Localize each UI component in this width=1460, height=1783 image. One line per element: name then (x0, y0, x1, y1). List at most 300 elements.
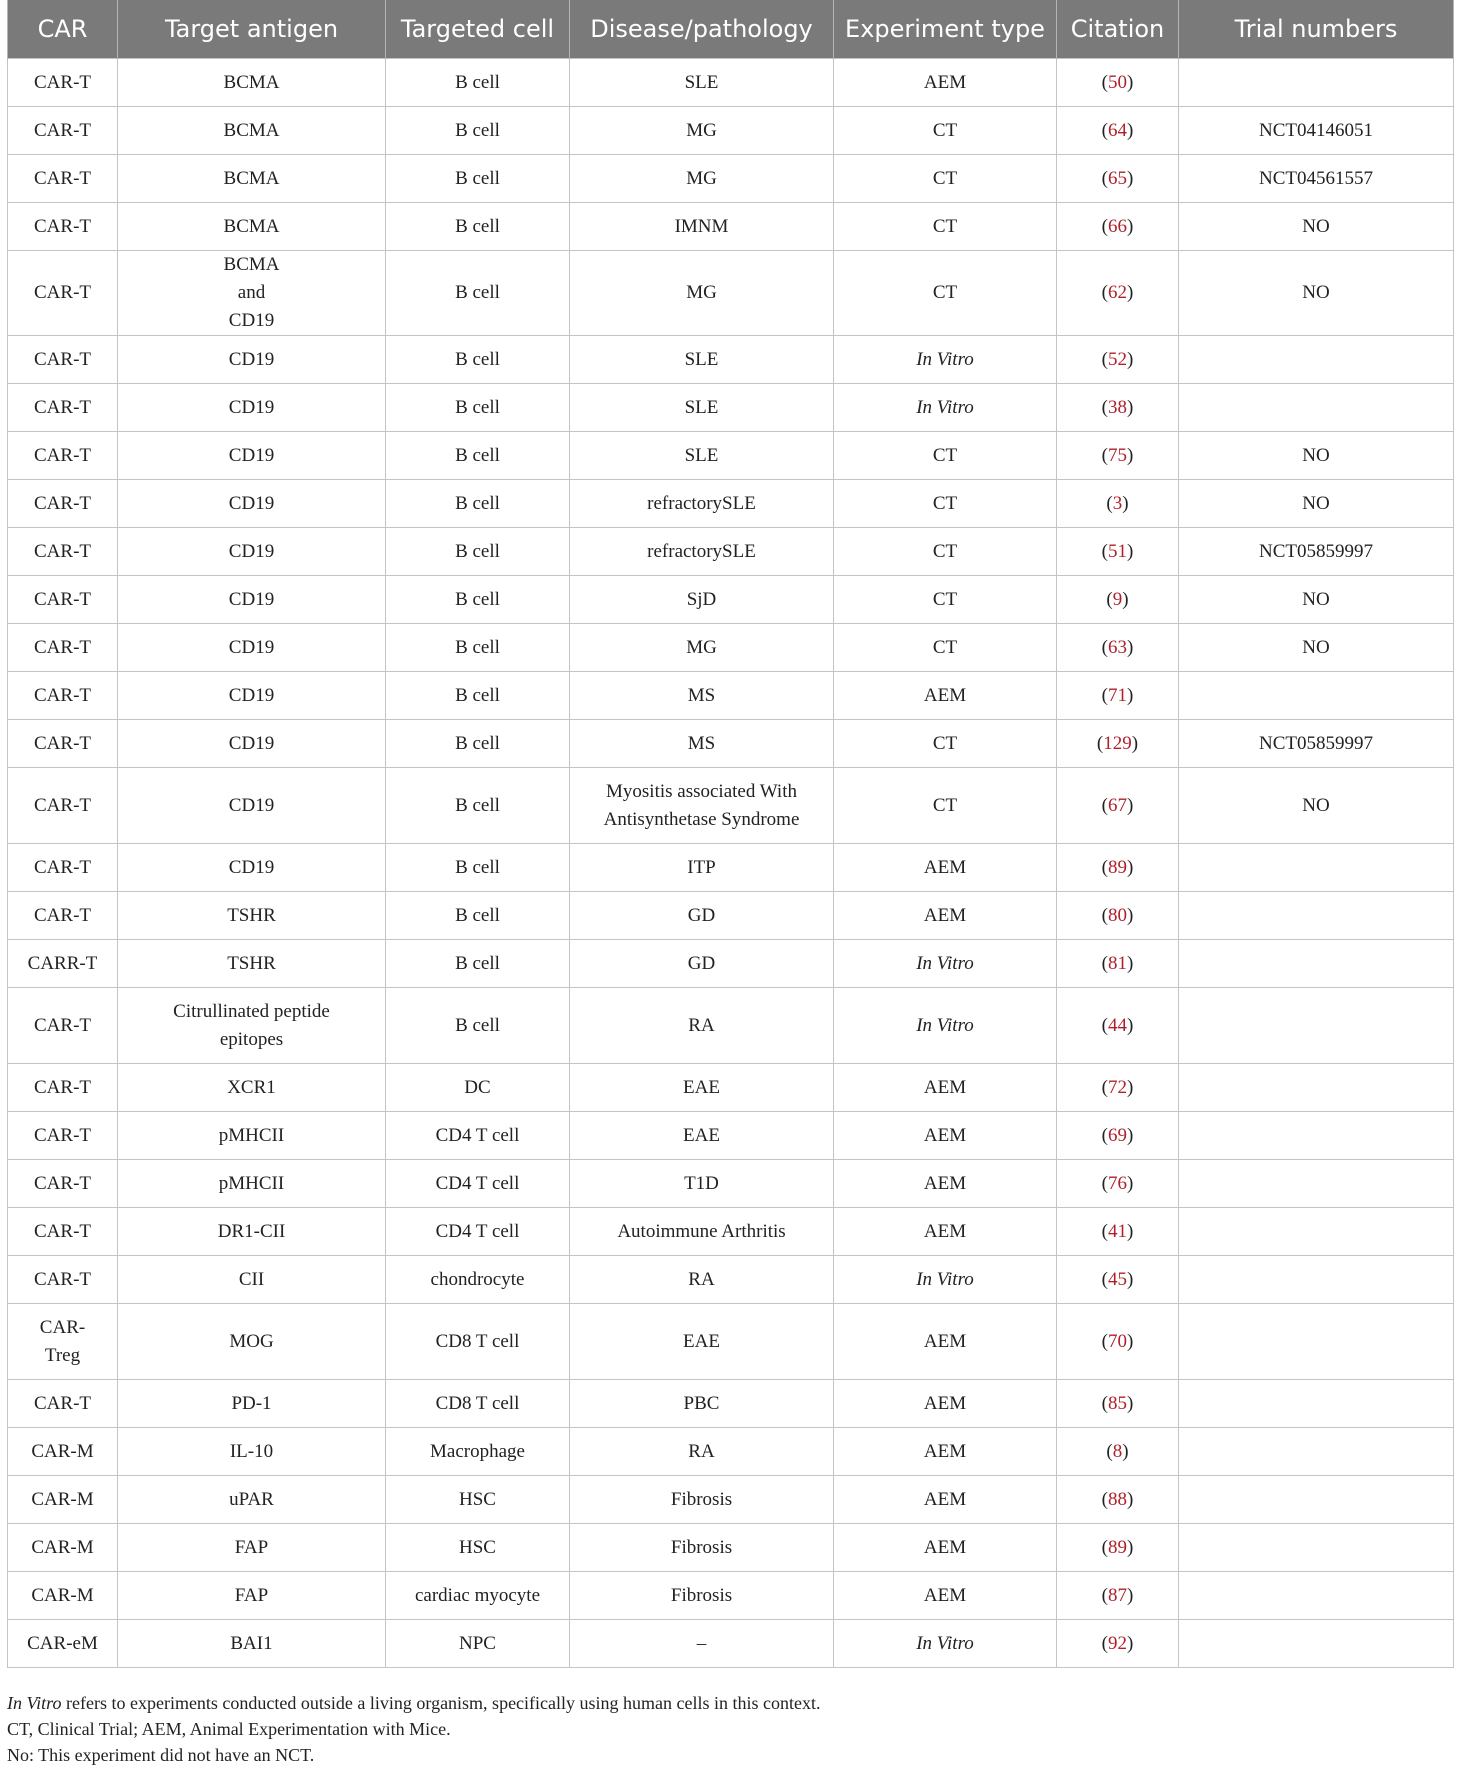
cell-experiment-type: CT (834, 155, 1057, 203)
citation-link[interactable]: 67 (1108, 794, 1127, 816)
cell-target-antigen: CD19 (118, 624, 386, 672)
cell-targeted-cell: B cell (386, 720, 570, 768)
cell-disease: – (570, 1620, 834, 1668)
cell-experiment-type: AEM (834, 1476, 1057, 1524)
cell-targeted-cell: NPC (386, 1620, 570, 1668)
citation-link[interactable]: 63 (1108, 636, 1127, 658)
citation-link[interactable]: 92 (1108, 1632, 1127, 1654)
cell-line: and (237, 282, 266, 303)
cell-targeted-cell: B cell (386, 624, 570, 672)
cell-citation[interactable]: (76) (1057, 1160, 1179, 1208)
cell-disease: MG (570, 624, 834, 672)
citation-link[interactable]: 88 (1108, 1488, 1127, 1510)
cell-line: epitopes (219, 1028, 284, 1050)
cell-trial-number (1179, 384, 1454, 432)
cell-citation[interactable]: (65) (1057, 155, 1179, 203)
table-row (8, 528, 1454, 576)
cell-citation[interactable]: (62) (1057, 251, 1179, 336)
cell-experiment-type: AEM (834, 1160, 1057, 1208)
citation-link[interactable]: 89 (1108, 856, 1127, 878)
cell-car: CAR-M (8, 1572, 118, 1620)
header-trial-numbers: Trial numbers (1179, 0, 1454, 59)
cell-disease: EAE (570, 1304, 834, 1380)
cell-experiment-type: AEM (834, 1572, 1057, 1620)
cell-citation[interactable]: (38) (1057, 384, 1179, 432)
cell-car: CAR-M (8, 1428, 118, 1476)
cell-trial-number: NO (1179, 624, 1454, 672)
cell-car: CAR-T (8, 155, 118, 203)
header-row (8, 0, 1454, 59)
header-target-antigen: Target antigen (118, 0, 386, 59)
citation-link[interactable]: 81 (1108, 952, 1127, 974)
cell-experiment-type: AEM (834, 672, 1057, 720)
cell-targeted-cell: B cell (386, 384, 570, 432)
citation-link[interactable]: 51 (1108, 540, 1127, 562)
header-experiment-type: Experiment type (834, 0, 1057, 59)
table-footnotes (7, 1690, 1453, 1768)
cell-disease: SLE (570, 384, 834, 432)
cell-target-antigen: uPAR (118, 1476, 386, 1524)
cell-trial-number: NO (1179, 432, 1454, 480)
cell-citation[interactable]: (50) (1057, 59, 1179, 107)
cell-targeted-cell: B cell (386, 576, 570, 624)
citation-link[interactable]: 45 (1108, 1268, 1127, 1290)
cell-experiment-type: CT (834, 576, 1057, 624)
citation-link[interactable]: 44 (1108, 1014, 1127, 1036)
cell-targeted-cell: B cell (386, 480, 570, 528)
citation-link[interactable]: 71 (1108, 684, 1127, 706)
citation-link[interactable]: 85 (1108, 1392, 1127, 1414)
cell-citation[interactable]: (64) (1057, 107, 1179, 155)
cell-citation[interactable]: (45) (1057, 1256, 1179, 1304)
cell-trial-number (1179, 59, 1454, 107)
cell-target-antigen: FAP (118, 1572, 386, 1620)
cell-car: CAR-T (8, 576, 118, 624)
header-targeted-cell: Targeted cell (386, 0, 570, 59)
cell-targeted-cell: B cell (386, 155, 570, 203)
citation-link[interactable]: 129 (1103, 732, 1132, 754)
cell-experiment-type: CT (834, 107, 1057, 155)
cell-car: CAR-T (8, 988, 118, 1064)
citation-link[interactable]: 3 (1112, 492, 1123, 514)
cell-disease: RA (570, 1428, 834, 1476)
cell-disease: IMNM (570, 203, 834, 251)
table-row (8, 203, 1454, 251)
citation-link[interactable]: 76 (1108, 1172, 1127, 1194)
cell-trial-number (1179, 1380, 1454, 1428)
cell-car: CAR-T (8, 1208, 118, 1256)
table-row (8, 59, 1454, 107)
cell-car: CAR-T (8, 203, 118, 251)
cell-targeted-cell: B cell (386, 336, 570, 384)
cell-experiment-type: In Vitro (834, 1620, 1057, 1668)
cell-experiment-type: AEM (834, 844, 1057, 892)
cell-experiment-type: AEM (834, 1208, 1057, 1256)
cell-disease: ITP (570, 844, 834, 892)
cell-car: CAR-T (8, 59, 118, 107)
table-row (8, 624, 1454, 672)
cell-citation[interactable]: (70) (1057, 1304, 1179, 1380)
cell-disease: Fibrosis (570, 1524, 834, 1572)
citation-link[interactable]: 38 (1108, 396, 1127, 418)
table-row (8, 844, 1454, 892)
table-row (8, 251, 1454, 336)
cell-trial-number (1179, 1064, 1454, 1112)
cell-line: BCMA (223, 254, 280, 275)
cell-experiment-type: AEM (834, 1428, 1057, 1476)
table-row (8, 768, 1454, 844)
cell-experiment-type: CT (834, 480, 1057, 528)
cell-car: CAR-T (8, 1112, 118, 1160)
table-row (8, 384, 1454, 432)
cell-car: CAR-T (8, 672, 118, 720)
cell-targeted-cell: HSC (386, 1524, 570, 1572)
cell-target-antigen (118, 988, 386, 1064)
cell-targeted-cell: B cell (386, 432, 570, 480)
cell-trial-number: NCT05859997 (1179, 720, 1454, 768)
cell-car: CAR-T (8, 432, 118, 480)
cell-citation[interactable]: (9) (1057, 576, 1179, 624)
cell-line: CD19 (228, 310, 275, 331)
cell-car: CAR-T (8, 768, 118, 844)
cell-car: CAR-M (8, 1524, 118, 1572)
cell-car: CARR-T (8, 940, 118, 988)
cell-disease: PBC (570, 1380, 834, 1428)
cell-citation[interactable]: (89) (1057, 844, 1179, 892)
cell-target-antigen: BCMA (118, 203, 386, 251)
cell-trial-number (1179, 1572, 1454, 1620)
cell-car: CAR-T (8, 528, 118, 576)
cell-targeted-cell: chondrocyte (386, 1256, 570, 1304)
cell-target-antigen: BAI1 (118, 1620, 386, 1668)
cell-disease: Fibrosis (570, 1572, 834, 1620)
cell-target-antigen: CD19 (118, 480, 386, 528)
table-row (8, 1304, 1454, 1380)
footnote-in-vitro-term: In Vitro (7, 1693, 62, 1713)
footnote-no: No: This experiment did not have an NCT. (7, 1745, 315, 1765)
cell-disease: SLE (570, 59, 834, 107)
cell-targeted-cell: B cell (386, 892, 570, 940)
cell-trial-number: NO (1179, 576, 1454, 624)
cell-citation[interactable]: (63) (1057, 624, 1179, 672)
cell-car: CAR-T (8, 251, 118, 336)
cell-car: CAR-T (8, 892, 118, 940)
cell-citation[interactable]: (67) (1057, 768, 1179, 844)
cell-target-antigen: XCR1 (118, 1064, 386, 1112)
cell-target-antigen: BCMA (118, 59, 386, 107)
citation-link[interactable]: 70 (1108, 1330, 1127, 1352)
cell-experiment-type: AEM (834, 892, 1057, 940)
cell-targeted-cell: B cell (386, 107, 570, 155)
cell-target-antigen: CD19 (118, 528, 386, 576)
cell-targeted-cell: CD4 T cell (386, 1112, 570, 1160)
footnote-abbreviations: CT, Clinical Trial; AEM, Animal Experimentation with Mice. (7, 1719, 451, 1739)
cell-trial-number (1179, 1112, 1454, 1160)
table-row (8, 1476, 1454, 1524)
cell-targeted-cell: B cell (386, 940, 570, 988)
cell-targeted-cell: B cell (386, 672, 570, 720)
cell-line: Antisynthetase Syndrome (603, 808, 800, 830)
cell-disease: refractorySLE (570, 480, 834, 528)
cell-car: CAR-M (8, 1476, 118, 1524)
cell-trial-number (1179, 1620, 1454, 1668)
cell-trial-number (1179, 844, 1454, 892)
table-row (8, 1380, 1454, 1428)
citation-link[interactable]: 66 (1108, 215, 1127, 237)
cell-citation[interactable]: (92) (1057, 1620, 1179, 1668)
cell-targeted-cell: Macrophage (386, 1428, 570, 1476)
table-row (8, 1256, 1454, 1304)
cell-citation[interactable]: (44) (1057, 988, 1179, 1064)
cell-citation[interactable]: (80) (1057, 892, 1179, 940)
cell-target-antigen: CII (118, 1256, 386, 1304)
cell-disease: MG (570, 107, 834, 155)
cell-target-antigen: CD19 (118, 720, 386, 768)
citation-link[interactable]: 87 (1108, 1584, 1127, 1606)
cell-experiment-type: CT (834, 720, 1057, 768)
table-body (8, 59, 1454, 1668)
cell-experiment-type: CT (834, 528, 1057, 576)
cell-target-antigen: IL-10 (118, 1428, 386, 1476)
citation-link[interactable]: 89 (1108, 1536, 1127, 1558)
cell-citation[interactable]: (81) (1057, 940, 1179, 988)
cell-experiment-type: AEM (834, 59, 1057, 107)
cell-experiment-type: AEM (834, 1304, 1057, 1380)
cell-citation[interactable]: (51) (1057, 528, 1179, 576)
cell-target-antigen: BCMA (118, 107, 386, 155)
cell-targeted-cell: B cell (386, 528, 570, 576)
cell-targeted-cell: B cell (386, 844, 570, 892)
cell-disease: T1D (570, 1160, 834, 1208)
cell-target-antigen: CD19 (118, 576, 386, 624)
cell-trial-number (1179, 672, 1454, 720)
cell-experiment-type: In Vitro (834, 940, 1057, 988)
table-row (8, 432, 1454, 480)
cell-target-antigen: CD19 (118, 336, 386, 384)
cell-trial-number: NO (1179, 203, 1454, 251)
cell-trial-number: NCT04561557 (1179, 155, 1454, 203)
cell-trial-number: NO (1179, 480, 1454, 528)
cell-experiment-type: CT (834, 203, 1057, 251)
cell-target-antigen: FAP (118, 1524, 386, 1572)
cell-targeted-cell: cardiac myocyte (386, 1572, 570, 1620)
cell-disease: SjD (570, 576, 834, 624)
cell-target-antigen: CD19 (118, 432, 386, 480)
cell-disease: MG (570, 251, 834, 336)
table-row (8, 1064, 1454, 1112)
cell-car: CAR-T (8, 107, 118, 155)
header-citation: Citation (1057, 0, 1179, 59)
footnote-in-vitro-text: refers to experiments conducted outside a living organism, specifically using human cells in this context. (61, 1693, 821, 1713)
cell-car: CAR-T (8, 384, 118, 432)
cell-trial-number: NCT05859997 (1179, 528, 1454, 576)
cell-trial-number (1179, 988, 1454, 1064)
citation-link[interactable]: 72 (1108, 1076, 1127, 1098)
cell-target-antigen: CD19 (118, 672, 386, 720)
cell-car: CAR-T (8, 1160, 118, 1208)
cell-line: CAR- (39, 1316, 86, 1338)
cell-citation[interactable]: (41) (1057, 1208, 1179, 1256)
cell-targeted-cell: CD4 T cell (386, 1208, 570, 1256)
cell-disease: refractorySLE (570, 528, 834, 576)
citation-link[interactable]: 50 (1108, 71, 1127, 93)
cell-targeted-cell: CD4 T cell (386, 1160, 570, 1208)
cell-trial-number (1179, 940, 1454, 988)
cell-citation[interactable]: (89) (1057, 1524, 1179, 1572)
cell-target-antigen (118, 251, 386, 336)
cell-citation[interactable]: (85) (1057, 1380, 1179, 1428)
cell-target-antigen: CD19 (118, 844, 386, 892)
cell-target-antigen: pMHCII (118, 1112, 386, 1160)
cell-car: CAR-T (8, 1256, 118, 1304)
cell-trial-number: NCT04146051 (1179, 107, 1454, 155)
cell-trial-number (1179, 1256, 1454, 1304)
cell-line: Citrullinated peptide (173, 1000, 330, 1022)
citation-link[interactable]: 52 (1108, 348, 1127, 370)
cell-target-antigen: TSHR (118, 892, 386, 940)
cell-car: CAR-T (8, 336, 118, 384)
cell-targeted-cell: DC (386, 1064, 570, 1112)
citation-link[interactable]: 8 (1112, 1440, 1123, 1462)
table-row (8, 988, 1454, 1064)
cell-target-antigen: pMHCII (118, 1160, 386, 1208)
cell-car (8, 1304, 118, 1380)
cell-target-antigen: BCMA (118, 155, 386, 203)
cell-citation[interactable]: (71) (1057, 672, 1179, 720)
car-table (7, 0, 1454, 1668)
cell-disease: RA (570, 1256, 834, 1304)
cell-line: Myositis associated With (606, 780, 797, 802)
citation-link[interactable]: 41 (1108, 1220, 1127, 1242)
cell-citation[interactable]: (3) (1057, 480, 1179, 528)
cell-disease: MG (570, 155, 834, 203)
cell-experiment-type: CT (834, 251, 1057, 336)
cell-trial-number (1179, 1524, 1454, 1572)
table-row (8, 1620, 1454, 1668)
cell-targeted-cell: B cell (386, 768, 570, 844)
table-row (8, 720, 1454, 768)
cell-targeted-cell: CD8 T cell (386, 1304, 570, 1380)
cell-targeted-cell: CD8 T cell (386, 1380, 570, 1428)
cell-disease: EAE (570, 1112, 834, 1160)
cell-targeted-cell: B cell (386, 988, 570, 1064)
cell-experiment-type: In Vitro (834, 1256, 1057, 1304)
cell-car: CAR-T (8, 624, 118, 672)
table-row (8, 1208, 1454, 1256)
cell-target-antigen: TSHR (118, 940, 386, 988)
table-row (8, 1524, 1454, 1572)
cell-car: CAR-eM (8, 1620, 118, 1668)
cell-trial-number (1179, 1208, 1454, 1256)
cell-target-antigen: MOG (118, 1304, 386, 1380)
cell-citation[interactable]: (8) (1057, 1428, 1179, 1476)
cell-disease: MS (570, 720, 834, 768)
cell-disease: MS (570, 672, 834, 720)
header-car: CAR (8, 0, 118, 59)
citation-link[interactable]: 64 (1108, 119, 1127, 141)
cell-experiment-type: AEM (834, 1524, 1057, 1572)
citation-link[interactable]: 75 (1108, 444, 1127, 466)
cell-trial-number (1179, 1428, 1454, 1476)
table-row (8, 1112, 1454, 1160)
cell-experiment-type: In Vitro (834, 988, 1057, 1064)
cell-targeted-cell: B cell (386, 59, 570, 107)
citation-link[interactable]: 69 (1108, 1124, 1127, 1146)
cell-citation[interactable]: (72) (1057, 1064, 1179, 1112)
table-row (8, 672, 1454, 720)
cell-disease: RA (570, 988, 834, 1064)
table-row (8, 940, 1454, 988)
cell-disease (570, 768, 834, 844)
cell-target-antigen: CD19 (118, 384, 386, 432)
cell-target-antigen: CD19 (118, 768, 386, 844)
cell-targeted-cell: B cell (386, 203, 570, 251)
cell-targeted-cell: HSC (386, 1476, 570, 1524)
cell-car: CAR-T (8, 844, 118, 892)
table-row (8, 576, 1454, 624)
cell-experiment-type: In Vitro (834, 336, 1057, 384)
citation-link[interactable]: 65 (1108, 167, 1127, 189)
cell-disease: GD (570, 892, 834, 940)
cell-disease: GD (570, 940, 834, 988)
cell-target-antigen: PD-1 (118, 1380, 386, 1428)
table-row (8, 480, 1454, 528)
cell-citation[interactable]: (87) (1057, 1572, 1179, 1620)
citation-link[interactable]: 62 (1108, 282, 1127, 303)
cell-experiment-type: AEM (834, 1112, 1057, 1160)
cell-experiment-type: CT (834, 768, 1057, 844)
cell-trial-number (1179, 1476, 1454, 1524)
cell-citation[interactable]: (69) (1057, 1112, 1179, 1160)
table-row (8, 892, 1454, 940)
cell-experiment-type: AEM (834, 1380, 1057, 1428)
table-row (8, 1160, 1454, 1208)
cell-disease: SLE (570, 432, 834, 480)
cell-trial-number (1179, 1160, 1454, 1208)
table-row (8, 336, 1454, 384)
cell-experiment-type: CT (834, 624, 1057, 672)
cell-car: CAR-T (8, 1380, 118, 1428)
cell-trial-number: NO (1179, 768, 1454, 844)
cell-trial-number (1179, 1304, 1454, 1380)
cell-disease: Autoimmune Arthritis (570, 1208, 834, 1256)
citation-link[interactable]: 9 (1112, 588, 1123, 610)
cell-citation[interactable]: (88) (1057, 1476, 1179, 1524)
table-row (8, 1572, 1454, 1620)
table-row (8, 155, 1454, 203)
footnote-in-vitro (7, 1690, 1453, 1716)
cell-citation[interactable]: (75) (1057, 432, 1179, 480)
cell-line: Treg (44, 1344, 81, 1366)
cell-disease: SLE (570, 336, 834, 384)
cell-car: CAR-T (8, 480, 118, 528)
cell-experiment-type: CT (834, 432, 1057, 480)
cell-citation[interactable]: (129) (1057, 720, 1179, 768)
cell-trial-number (1179, 892, 1454, 940)
cell-experiment-type: In Vitro (834, 384, 1057, 432)
cell-targeted-cell: B cell (386, 251, 570, 336)
header-disease: Disease/pathology (570, 0, 834, 59)
table-row (8, 1428, 1454, 1476)
cell-citation[interactable]: (52) (1057, 336, 1179, 384)
cell-experiment-type: AEM (834, 1064, 1057, 1112)
citation-link[interactable]: 80 (1108, 904, 1127, 926)
cell-trial-number (1179, 336, 1454, 384)
cell-car: CAR-T (8, 720, 118, 768)
table-row (8, 107, 1454, 155)
cell-citation[interactable]: (66) (1057, 203, 1179, 251)
cell-disease: EAE (570, 1064, 834, 1112)
